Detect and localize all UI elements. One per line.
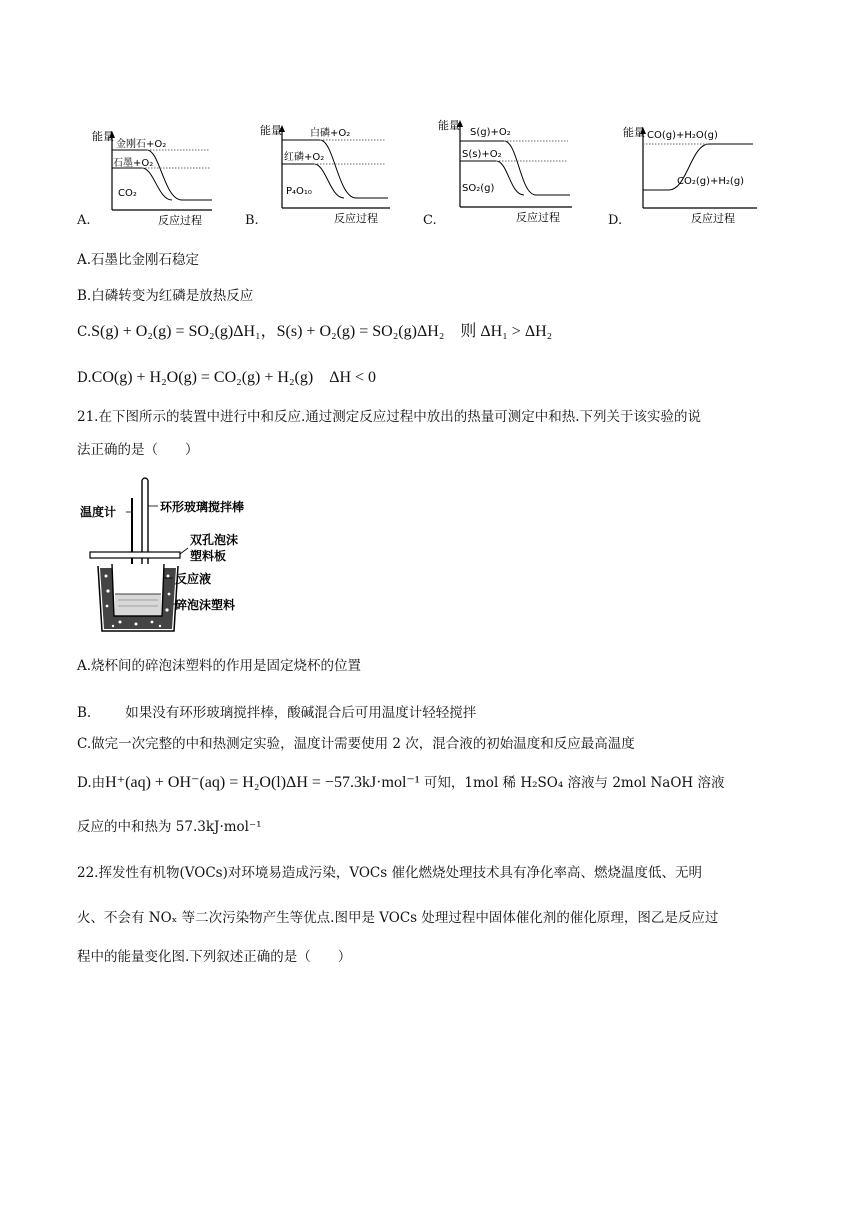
svg-text:碎泡沫塑料: 碎泡沫塑料 [175,598,236,612]
q20-option-d: D.CO(g) + H₂O(g) = CO₂(g) + H₂(g) ΔH < 0 [77,369,377,386]
q21-stem-line2: 法正确的是（ ） [77,442,199,458]
svg-text:白磷+O₂: 白磷+O₂ [310,128,351,139]
q21-option-a: A.烧杯间的碎泡沫塑料的作用是固定烧杯的位置 [77,658,362,674]
svg-text:双孔泡沫: 双孔泡沫 [190,533,239,547]
svg-text:金刚石+O₂: 金刚石+O₂ [116,139,167,150]
svg-text:反应过程: 反应过程 [334,212,378,225]
q22-line2: 火、不会有 NOₓ 等二次污染物产生等优点.图甲是 VOCs 处理过程中固体催化剂的催化原理，图乙是反应过 [77,910,719,926]
energy-diagram-a [92,128,222,228]
q22-line3: 程中的能量变化图.下列叙述正确的是（ ） [77,949,352,965]
svg-text:反应过程: 反应过程 [691,212,735,225]
q20-option-c-formula: S(g) + O₂(g) = SO₂(g)ΔH₁，S(s) + O₂(g) = SO₂(g)ΔH₂ 则 ΔH₁ > ΔH₂ [91,323,553,340]
svg-text:CO₂: CO₂ [118,188,137,199]
option-letter-c: C. [423,213,437,228]
q21-stem-line1: 21.在下图所示的装置中进行中和反应.通过测定反应过程中放出的热量可测定中和热.下列关于该实验的说 [77,409,702,425]
q22-line1: 22.挥发性有机物(VOCs)对环境易造成污染，VOCs 催化燃烧处理技术具有净化率高、燃烧温度低、无明 [77,865,702,881]
svg-text:温度计: 温度计 [80,505,117,519]
energy-diagram-d [623,124,763,228]
q20-option-a: A.石墨比金刚石稳定 [77,252,200,268]
svg-text:S(s)+O₂: S(s)+O₂ [462,149,502,160]
calorimeter-diagram [80,476,270,636]
option-letter-a: A. [77,213,91,228]
svg-text:石墨+O₂: 石墨+O₂ [113,158,154,169]
svg-text:反应液: 反应液 [175,572,212,586]
svg-text:SO₂(g): SO₂(g) [462,183,495,194]
svg-text:P₄O₁₀: P₄O₁₀ [286,186,312,197]
q20-option-b: B.白磷转变为红磷是放热反应 [77,288,254,304]
svg-text:能量: 能量 [438,119,460,132]
q21-option-c: C.做完一次完整的中和热测定实验，温度计需要使用 2 次，混合液的初始温度和反应最高温度 [77,736,635,752]
svg-text:塑料板: 塑料板 [190,549,227,563]
q21-option-d: D.由H⁺(aq) + OH⁻(aq) = H₂O(l)ΔH = −57.3kJ·mol⁻¹ 可知，1mol 稀 H₂SO₄ 溶液与 2mol NaOH 溶液 [77,774,725,791]
q21-option-b: B. 如果没有环形玻璃搅拌棒，酸碱混合后可用温度计轻轻搅拌 [77,705,477,721]
y-axis-label: 能量 [92,130,114,143]
option-letter-b: B. [245,213,259,228]
x-axis-label: 反应过程 [158,214,202,227]
option-letter-d: D. [608,213,623,228]
svg-text:红磷+O₂: 红磷+O₂ [284,152,325,163]
svg-text:反应过程: 反应过程 [516,211,560,224]
q20-option-d-formula: CO(g) + H₂O(g) = CO₂(g) + H₂(g) ΔH < 0 [91,369,377,386]
svg-text:S(g)+O₂: S(g)+O₂ [470,127,511,138]
svg-text:CO(g)+H₂O(g): CO(g)+H₂O(g) [647,130,718,141]
energy-diagram-c [438,117,578,228]
q21-option-d-line2: 反应的中和热为 57.3kJ·mol⁻¹ [77,819,262,835]
svg-text:环形玻璃搅拌棒: 环形玻璃搅拌棒 [160,500,245,514]
svg-text:能量: 能量 [623,126,645,139]
svg-text:能量: 能量 [260,124,282,137]
energy-diagram-b [260,122,395,228]
svg-text:CO₂(g)+H₂(g): CO₂(g)+H₂(g) [677,176,745,187]
q20-option-c: C.S(g) + O₂(g) = SO₂(g)ΔH₁，S(s) + O₂(g) = SO₂(g)ΔH₂ 则 ΔH₁ > ΔH₂ [77,323,553,340]
